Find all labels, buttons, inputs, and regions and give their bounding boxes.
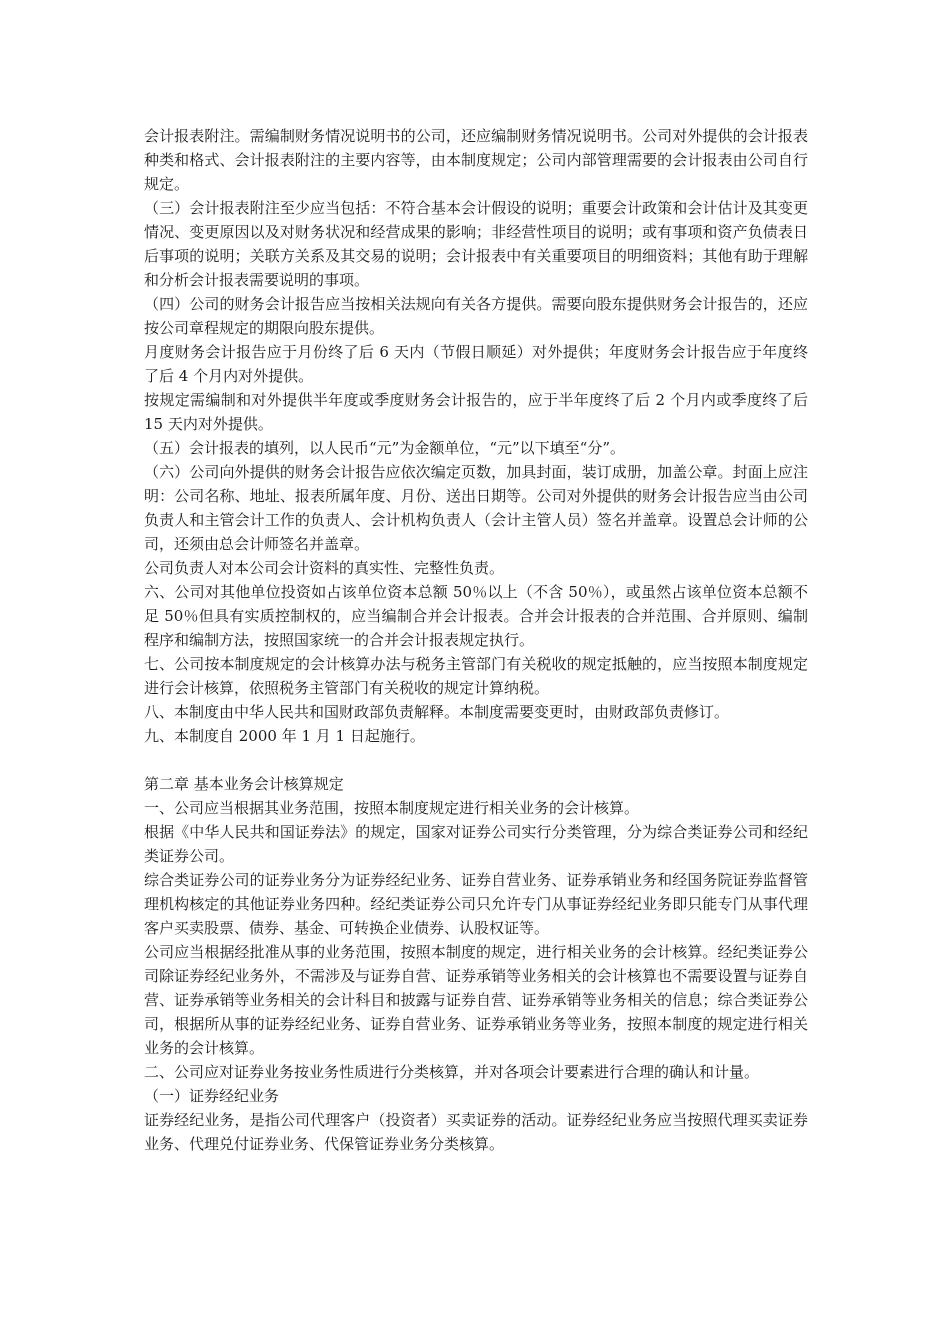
document-page (144, 124, 808, 1156)
paragraph-classified-accounting: 二、公司应对证券业务按业务性质进行分类核算，并对各项会计要素进行合理的确认和计量。 (144, 1063, 760, 1081)
paragraph-semiannual-quarterly-deadline: 按规定需编制和对外提供半年度或季度财务会计报告的，应于半年度终了后 2 个月内或季度终了后 15 天内对外提供。 (144, 391, 808, 433)
paragraph-interpretation: 八、本制度由中华人民共和国财政部负责解释。本制度需要变更时，由财政部负责修订。 (144, 703, 730, 721)
paragraph-binding-signature: （六）公司向外提供的财务会计报告应依次编定页数，加具封面，装订成册，加盖公章。封面上应注明：公司名称、地址、报表所属年度、月份、送出日期等。公司对外提供的财务会计报告应当由公司负责人和主管会计工作的负责人、会计机构负责人（会计主管人员）签名并盖章。设置总会计师的公司，还须由总会计师签名并盖章。 (144, 463, 808, 553)
paragraph-notes-contents: （三）会计报表附注至少应当包括：不符合基本会计假设的说明；重要会计政策和会计估计及其变更情况、变更原因以及对财务状况和经营成果的影响；非经营性项目的说明；或有事项和资产负债表日后事项的说明；关联方关系及其交易的说明；会计报表中有关重要项目的明细资料；其他有助于理解和分析会计报表需要说明的事项。 (144, 199, 808, 289)
subheading-brokerage: （一）证券经纪业务 (144, 1087, 280, 1105)
paragraph-consolidation: 六、公司对其他单位投资如占该单位资本总额 50％以上（不含 50％），或虽然占该单位资本总额不足 50％但具有实质控制权的，应当编制合并会计报表。合并会计报表的合并范围、合并原则、编制程序和编制方法，按照国家统一的合并会计报表规定执行。 (144, 583, 808, 649)
paragraph-approved-scope: 公司应当根据经批准从事的业务范围，按照本制度的规定，进行相关业务的会计核算。经纪类证券公司除证券经纪业务外，不需涉及与证券自营、证券承销等业务相关的会计核算也不需要设置与证券自营、证券承销等业务相关的会计科目和披露与证券自营、证券承销等业务相关的信息；综合类证券公司，根据所从事的证券经纪业务、证券自营业务、证券承销业务等业务，按照本制度的规定进行相关业务的会计核算。 (144, 943, 808, 1057)
paragraph-currency-unit: （五）会计报表的填列，以人民币“元”为金额单位，“元”以下填至“分”。 (144, 439, 626, 457)
paragraph-classification: 根据《中华人民共和国证券法》的规定，国家对证券公司实行分类管理，分为综合类证券公司和经纪类证券公司。 (144, 823, 808, 865)
blank-line (144, 748, 808, 772)
paragraph-monthly-annual-deadline: 月度财务会计报告应于月份终了后 6 天内（节假日顺延）对外提供；年度财务会计报告应于年度终了后 4 个月内对外提供。 (144, 343, 808, 385)
chapter-title: 第二章 基本业务会计核算规定 (144, 775, 344, 793)
paragraph-effective-date: 九、本制度自 2000 年 1 月 1 日起施行。 (144, 727, 425, 745)
paragraph-business-scope: 一、公司应当根据其业务范围，按照本制度规定进行相关业务的会计核算。 (144, 799, 640, 817)
paragraph-report-provision: （四）公司的财务会计报告应当按相关法规向有关各方提供。需要向股东提供财务会计报告的，还应按公司章程规定的期限向股东提供。 (144, 295, 808, 337)
paragraph-responsibility: 公司负责人对本公司会计资料的真实性、完整性负责。 (144, 559, 505, 577)
paragraph-tax-conflict: 七、公司按本制度规定的会计核算办法与税务主管部门有关税收的规定抵触的，应当按照本制度规定进行会计核算，依照税务主管部门有关税收的规定计算纳税。 (144, 655, 808, 697)
paragraph-notes-intro: 会计报表附注。需编制财务情况说明书的公司，还应编制财务情况说明书。公司对外提供的会计报表种类和格式、会计报表附注的主要内容等，由本制度规定；公司内部管理需要的会计报表由公司自行规定。 (144, 127, 808, 193)
paragraph-brokerage-definition: 证券经纪业务，是指公司代理客户（投资者）买卖证券的活动。证券经纪业务应当按照代理买卖证券业务、代理兑付证券业务、代保管证券业务分类核算。 (144, 1111, 808, 1153)
paragraph-business-types: 综合类证券公司的证券业务分为证券经纪业务、证券自营业务、证券承销业务和经国务院证券监督管理机构核定的其他证券业务四种。经纪类证券公司只允许专门从事证券经纪业务即只能专门从事代理客户买卖股票、债券、基金、可转换企业债券、认股权证等。 (144, 871, 808, 937)
